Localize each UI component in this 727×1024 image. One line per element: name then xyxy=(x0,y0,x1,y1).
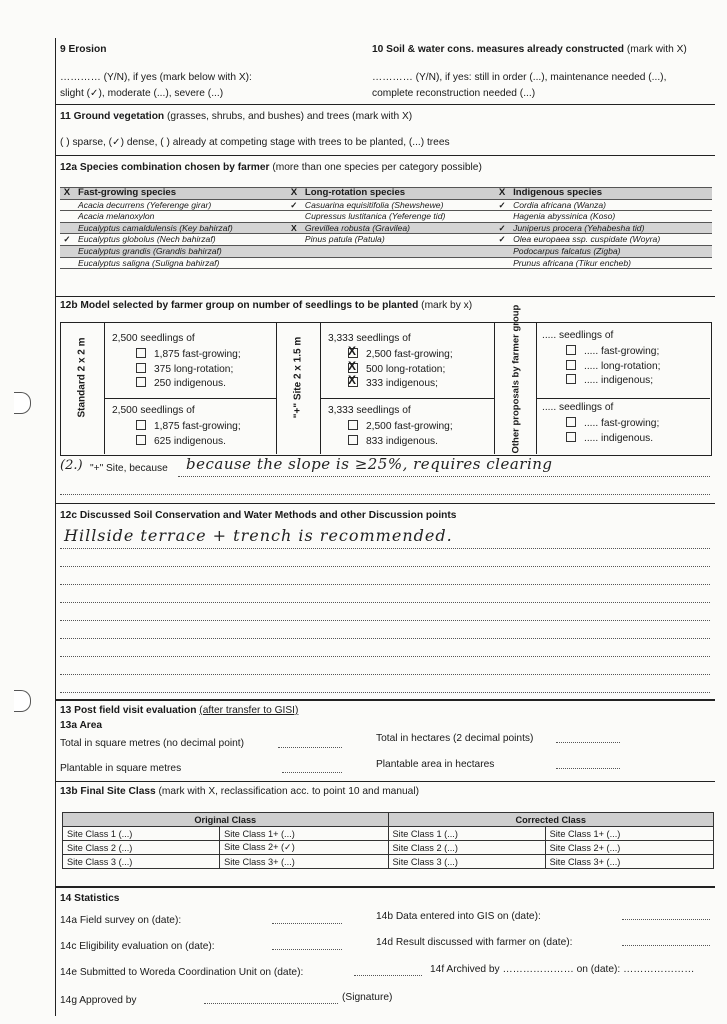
section-14-title: 14 Statistics xyxy=(60,893,120,904)
site-class-row: Site Class 2 (...) Site Class 2+ (✓) Site Class 2 (...) Site Class 2+ (...) xyxy=(63,841,714,855)
divider xyxy=(55,503,715,504)
divider xyxy=(55,155,715,156)
section-13-title: 13 Post field visit evaluation (after transfer to GISI) xyxy=(60,705,299,716)
site-class-header xyxy=(63,813,714,827)
species-row: ✓ Eucalyptus globolus (Nech bahirzaf) Pinus patula (Patula) ✓ Olea europaea ssp. cuspidate (Woyra) xyxy=(60,234,712,246)
header-long-rotation: Long-rotation species xyxy=(301,188,495,200)
eligibility-date: 14c Eligibility evaluation on (date): xyxy=(60,941,215,952)
checkbox-checked[interactable]: X xyxy=(348,358,357,373)
plantable-sqm-label: Plantable in square metres xyxy=(60,763,182,774)
species-row: Eucalyptus saligna (Suligna bahirzaf) Prunus africana (Tikur encheb) xyxy=(60,257,712,269)
model-b2-list: 2,500 fast-growing; 833 indigenous. xyxy=(348,420,453,449)
species-table xyxy=(60,187,712,269)
field-survey-date: 14a Field survey on (date): xyxy=(60,915,182,926)
species-row: Acacia melanoxylon Cupressus lustitanica (Yeferenge tid) Hagenia abyssinica (Koso) xyxy=(60,211,712,223)
model-b1-list: X 2,500 fast-growing; X 500 long-rotation; X 333 indigenous; xyxy=(348,344,453,389)
checkbox-checked[interactable]: X xyxy=(348,344,357,358)
divider xyxy=(55,699,715,701)
species-header-row xyxy=(60,188,712,200)
section-12a-title: 12a Species combination chosen by farmer (more than one species per category possible) xyxy=(60,162,482,173)
model-a2-head: 2,500 seedlings of xyxy=(112,405,195,416)
header-indigenous: Indigenous species xyxy=(509,188,712,200)
checkbox[interactable] xyxy=(566,345,576,355)
total-sqm-label: Total in square metres (no decimal point) xyxy=(60,738,245,749)
model-a1-list: 1,875 fast-growing; 375 long-rotation; 250 indigenous. xyxy=(136,348,241,392)
checkbox-checked[interactable]: X xyxy=(348,373,357,387)
original-class-header: Original Class xyxy=(63,813,389,827)
section-10-title: 10 Soil & water cons. measures already constructed (mark with X) xyxy=(372,44,687,55)
divider xyxy=(55,296,715,297)
divider xyxy=(55,886,715,888)
model-c2-head: ..... seedlings of xyxy=(542,402,614,413)
section-9-title: 9 Erosion xyxy=(60,44,107,55)
other-proposals-label: Other proposals by farmer group xyxy=(510,304,522,454)
model-b2-head: 3,333 seedlings of xyxy=(328,405,411,416)
plus-site-label: "+" Site 2 x 1.5 m xyxy=(292,336,304,419)
erosion-options: slight (✓), moderate (...), severe (...) xyxy=(60,88,224,99)
species-row: Acacia decurrens (Yeferenge girar) ✓ Casuarina equisitifolia (Shewshewe) ✓ Cordia africana (Wanza) xyxy=(60,199,712,211)
checkbox[interactable] xyxy=(566,417,576,427)
model-c2-list: ..... fast-growing; ..... indigenous. xyxy=(566,417,659,446)
section-11-title: 11 Ground vegetation (grasses, shrubs, and bushes) and trees (mark with X) xyxy=(60,111,413,122)
section-13b-title: 13b Final Site Class (mark with X, reclassification acc. to point 10 and manual) xyxy=(60,786,419,797)
divider xyxy=(55,104,715,105)
total-ha-label: Total in hectares (2 decimal points) xyxy=(376,733,534,744)
site-reason-handwritten: because the slope is ≥25%, requires clearing xyxy=(186,455,553,473)
site-class-row: Site Class 3 (...) Site Class 3+ (...) Site Class 3 (...) Site Class 3+ (...) xyxy=(63,855,714,869)
header-mark: X xyxy=(60,188,74,200)
header-mark: X xyxy=(495,188,509,200)
section-13a-title: 13a Area xyxy=(60,720,103,731)
checkbox[interactable] xyxy=(136,420,146,430)
approved-by: 14g Approved by xyxy=(60,995,137,1006)
species-row: Eucalyptus grandis (Grandis bahirzaf) Podocarpus falcatus (Zigba) xyxy=(60,245,712,257)
signature-label: (Signature) xyxy=(342,992,393,1003)
plantable-ha-label: Plantable area in hectares xyxy=(376,759,495,770)
checkbox[interactable] xyxy=(136,435,146,445)
checkbox[interactable] xyxy=(566,374,576,384)
discussion-handwritten: Hillside terrace + trench is recommended. xyxy=(64,526,453,545)
section-12b-title: 12b Model selected by farmer group on number of seedlings to be planted (mark by x) xyxy=(60,300,473,311)
checkbox[interactable] xyxy=(136,348,146,358)
discussed-date: 14d Result discussed with farmer on (date): xyxy=(376,937,573,948)
model-c1-list: ..... fast-growing; ..... long-rotation; ..... indigenous; xyxy=(566,345,660,389)
standard-label: Standard 2 x 2 m xyxy=(76,337,88,418)
site-class-table xyxy=(62,812,714,869)
checkbox[interactable] xyxy=(566,432,576,442)
site-class-row: Site Class 1 (...) Site Class 1+ (...) Site Class 1 (...) Site Class 1+ (...) xyxy=(63,827,714,841)
header-fast-growing: Fast-growing species xyxy=(74,188,287,200)
swc-question: ………… (Y/N), if yes: still in order (...), maintenance needed (...), xyxy=(372,72,667,83)
checkbox[interactable] xyxy=(348,420,358,430)
checkbox[interactable] xyxy=(566,360,576,370)
gis-entry-date: 14b Data entered into GIS on (date): xyxy=(376,911,541,922)
submitted-date: 14e Submitted to Woreda Coordination Unit on (date): xyxy=(60,967,304,978)
divider xyxy=(55,781,715,782)
checkbox[interactable] xyxy=(136,363,146,373)
vegetation-options: ( ) sparse, (✓) dense, ( ) already at competing stage with trees to be planted, (...) trees xyxy=(60,137,450,148)
plus-site-label-line: "+" Site, because xyxy=(90,463,168,474)
section-12c-title: 12c Discussed Soil Conservation and Water Methods and other Discussion points xyxy=(60,510,457,521)
checkbox[interactable] xyxy=(348,435,358,445)
species-row: Eucalyptus camaldulensis (Key bahirzaf) X Grevillea robusta (Gravilea) ✓ Juniperus procera (Yehabesha tid) xyxy=(60,222,712,234)
archived-by: 14f Archived by ………………… on (date): ………………… xyxy=(430,964,695,975)
checkbox[interactable] xyxy=(136,377,146,387)
model-a1-head: 2,500 seedlings of xyxy=(112,333,195,344)
site-prefix-handwritten: (2.) xyxy=(60,458,83,473)
erosion-question: ………… (Y/N), if yes (mark below with X): xyxy=(60,72,252,83)
model-c1-head: ..... seedlings of xyxy=(542,330,614,341)
model-a2-list: 1,875 fast-growing; 625 indigenous. xyxy=(136,420,241,449)
header-mark: X xyxy=(287,188,301,200)
corrected-class-header: Corrected Class xyxy=(388,813,713,827)
model-b1-head: 3,333 seedlings of xyxy=(328,333,411,344)
swc-question-cont: complete reconstruction needed (...) xyxy=(372,88,536,99)
